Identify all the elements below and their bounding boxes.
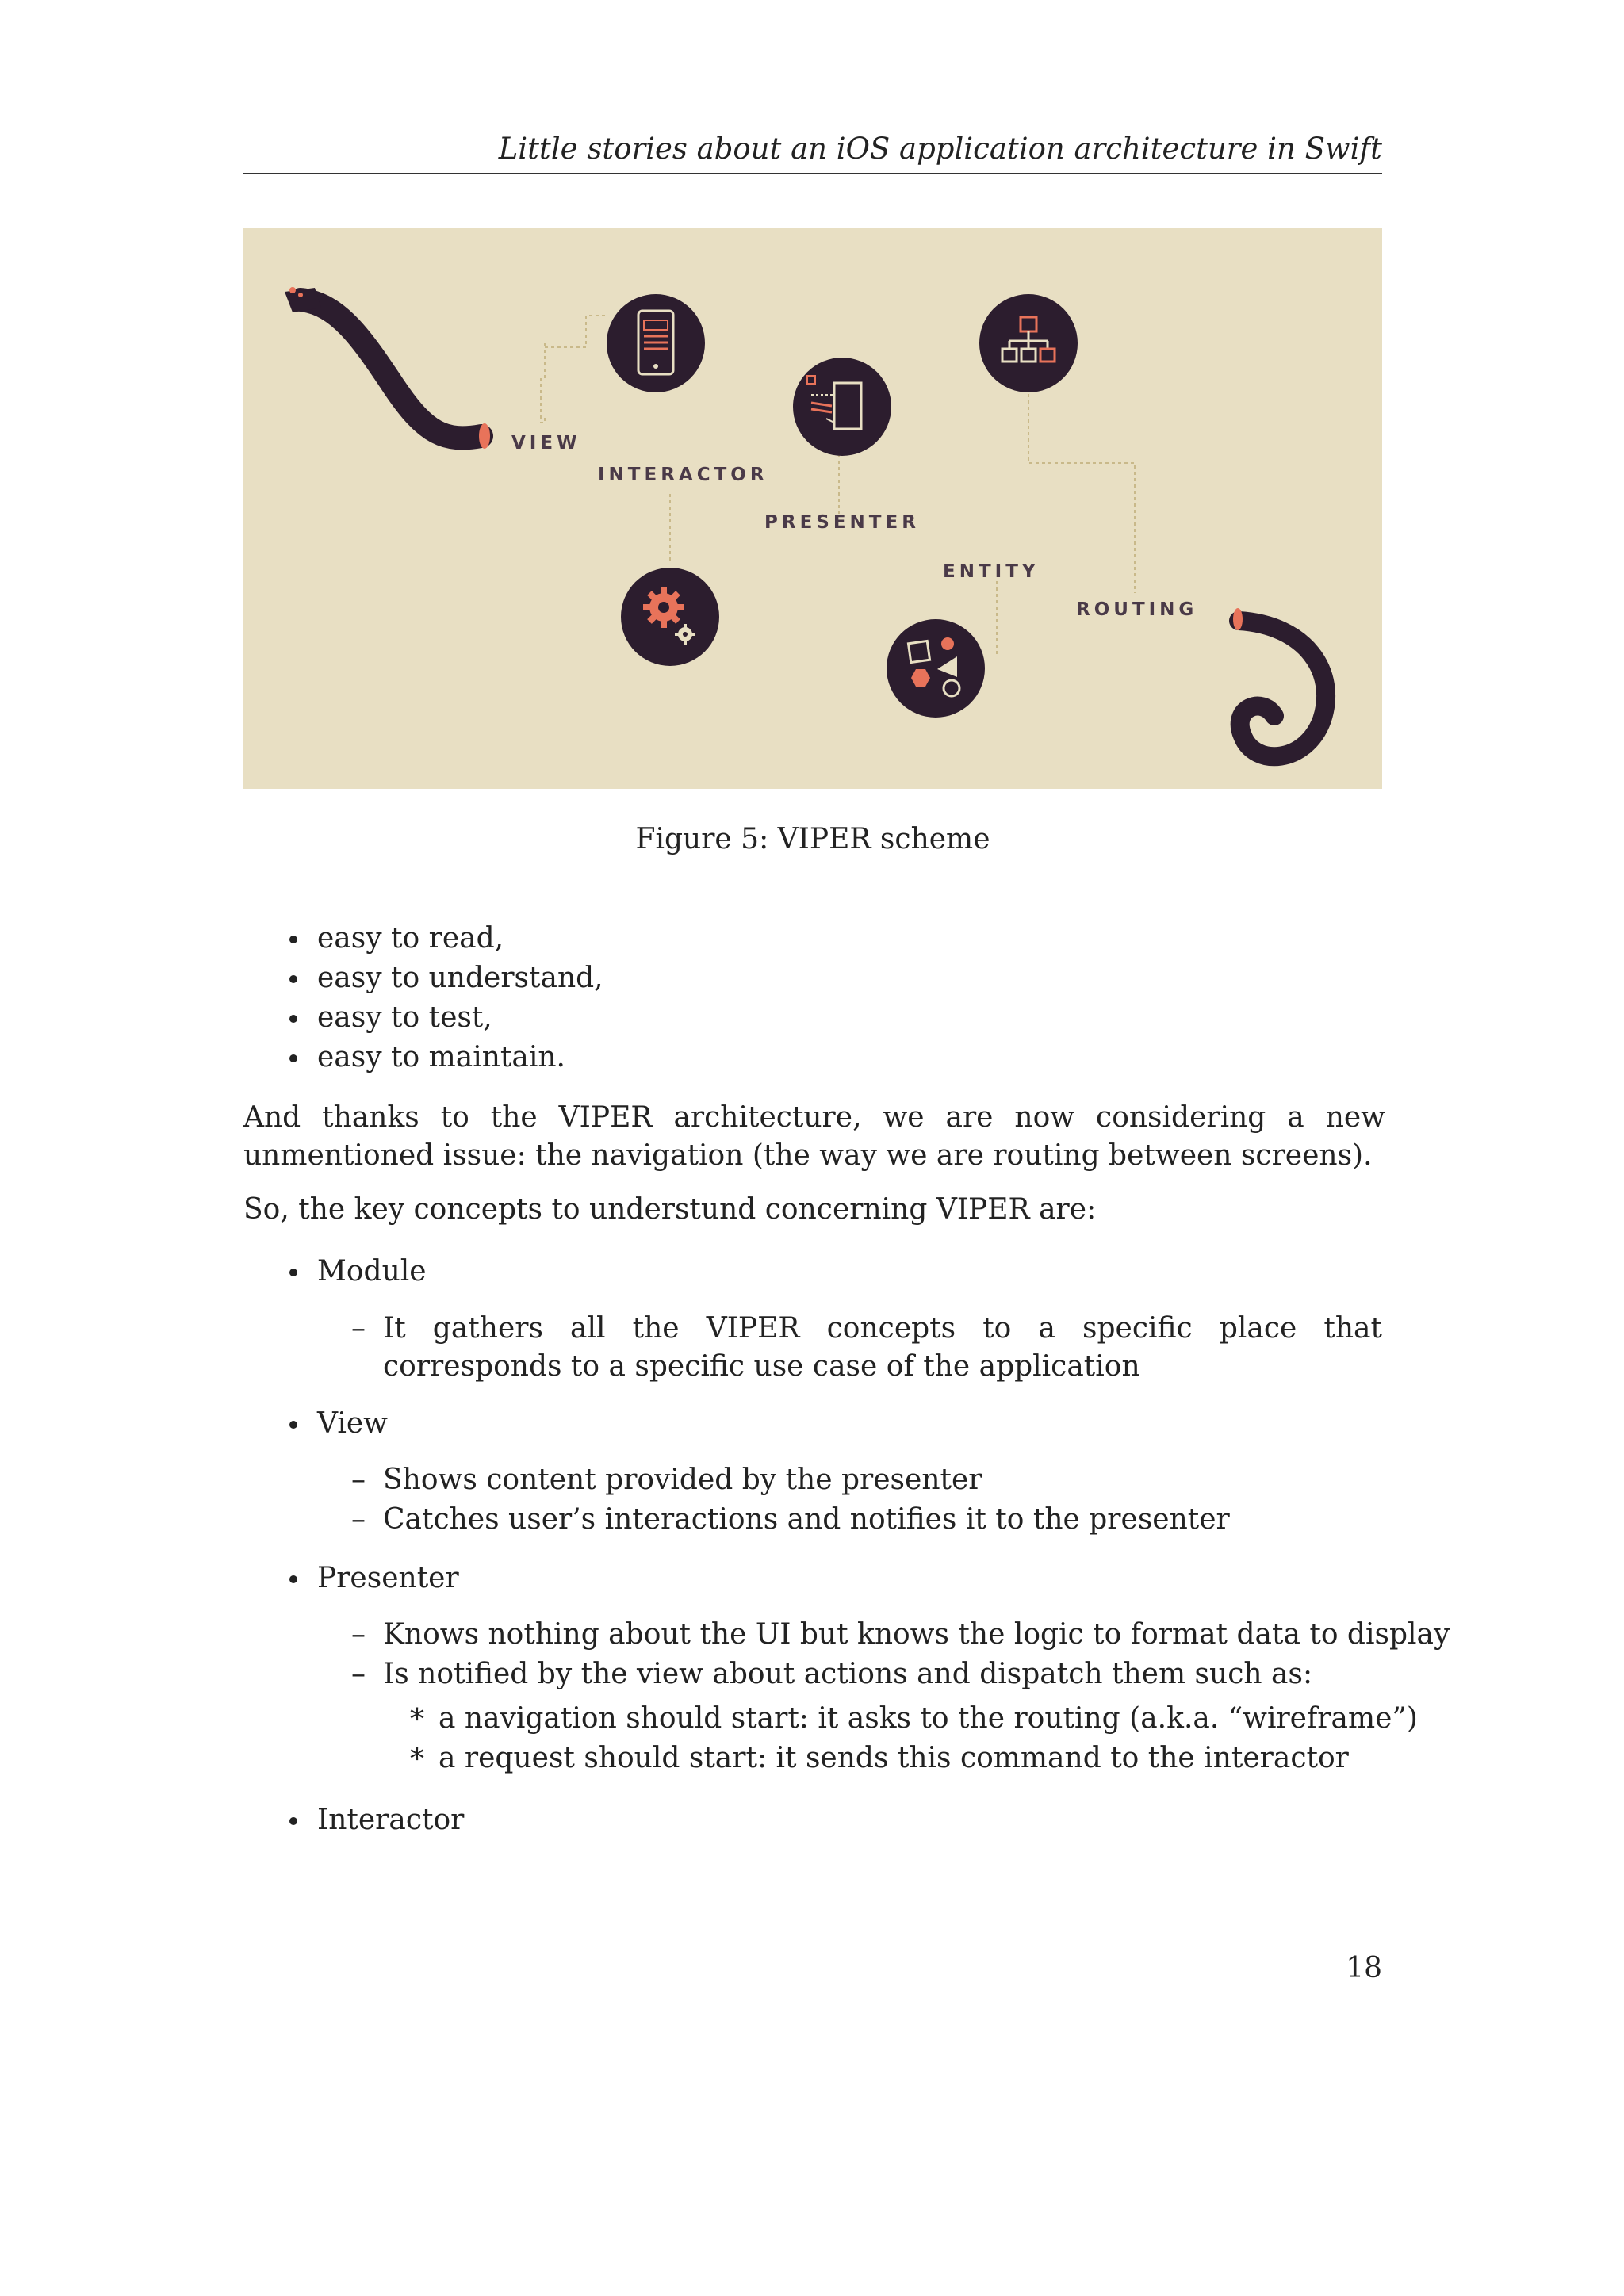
concept-module-title: Module: [317, 1255, 427, 1288]
shapes-icon: [887, 619, 985, 718]
bullet-marker: [289, 1575, 297, 1583]
concept-presenter-item: Is notified by the view about actions and dispatch them such as:: [383, 1658, 1313, 1690]
viper-illustration: [243, 228, 1382, 789]
concept-interactor-title: Interactor: [317, 1804, 465, 1836]
bullet-marker: [289, 975, 297, 983]
label-routing: ROUTING: [1076, 599, 1198, 620]
bullet-marker: [289, 1421, 297, 1429]
concept-presenter-title: Presenter: [317, 1562, 459, 1594]
phone-icon: [607, 294, 705, 392]
concept-view-item: Shows content provided by the presenter: [383, 1464, 982, 1496]
header-rule: [243, 173, 1382, 174]
label-view: VIEW: [511, 433, 581, 453]
concept-module-item: It gathers all the VIPER concepts to a specific place that corresponds to a specific use case of the application: [383, 1312, 1382, 1383]
concept-presenter-subitem: a navigation should start: it asks to the routing (a.k.a. “wireframe”): [439, 1702, 1418, 1735]
bullet-marker: [289, 1269, 297, 1276]
list-item: easy to maintain.: [317, 1041, 565, 1073]
gears-icon: [621, 568, 719, 666]
dash-marker: –: [351, 1658, 366, 1690]
figure-caption: Figure 5: VIPER scheme: [635, 823, 990, 855]
bullet-marker: [289, 1817, 297, 1825]
dash-marker: –: [351, 1503, 366, 1536]
worm-head: [285, 287, 490, 449]
concept-presenter-item: Knows nothing about the UI but knows the logic to format data to display: [383, 1618, 1450, 1651]
page-number: 18: [1346, 1952, 1382, 1984]
list-item: easy to read,: [317, 922, 504, 955]
label-presenter: PRESENTER: [764, 512, 920, 533]
bullet-marker: [289, 936, 297, 943]
viper-figure: [243, 228, 1382, 789]
hierarchy-icon: [979, 294, 1078, 392]
concept-view-title: View: [317, 1407, 388, 1440]
worm-tail: [1233, 608, 1326, 756]
dash-marker: –: [351, 1312, 366, 1345]
dash-marker: –: [351, 1618, 366, 1651]
concept-presenter-subitem: a request should start: it sends this command to the interactor: [439, 1742, 1349, 1774]
bullet-marker: [289, 1054, 297, 1062]
dash-marker: –: [351, 1464, 366, 1496]
label-interactor: INTERACTOR: [598, 465, 768, 485]
label-entity: ENTITY: [943, 561, 1040, 582]
paragraph-navigation: And thanks to the VIPER architecture, we are now considering a new unmentioned issue: the navigation (the way we are routing between screens).: [243, 1101, 1385, 1172]
bullet-marker: [289, 1015, 297, 1023]
concept-view-item: Catches user’s interactions and notifies it to the presenter: [383, 1503, 1230, 1536]
star-marker: *: [410, 1704, 424, 1736]
star-marker: *: [410, 1743, 424, 1776]
list-item: easy to test,: [317, 1001, 492, 1034]
running-header: Little stories about an iOS application architecture in Swift: [498, 132, 1382, 166]
presenter-icon: [793, 358, 891, 456]
list-item: easy to understand,: [317, 962, 603, 994]
paragraph-key-concepts: So, the key concepts to understund concerning VIPER are:: [243, 1193, 1097, 1226]
